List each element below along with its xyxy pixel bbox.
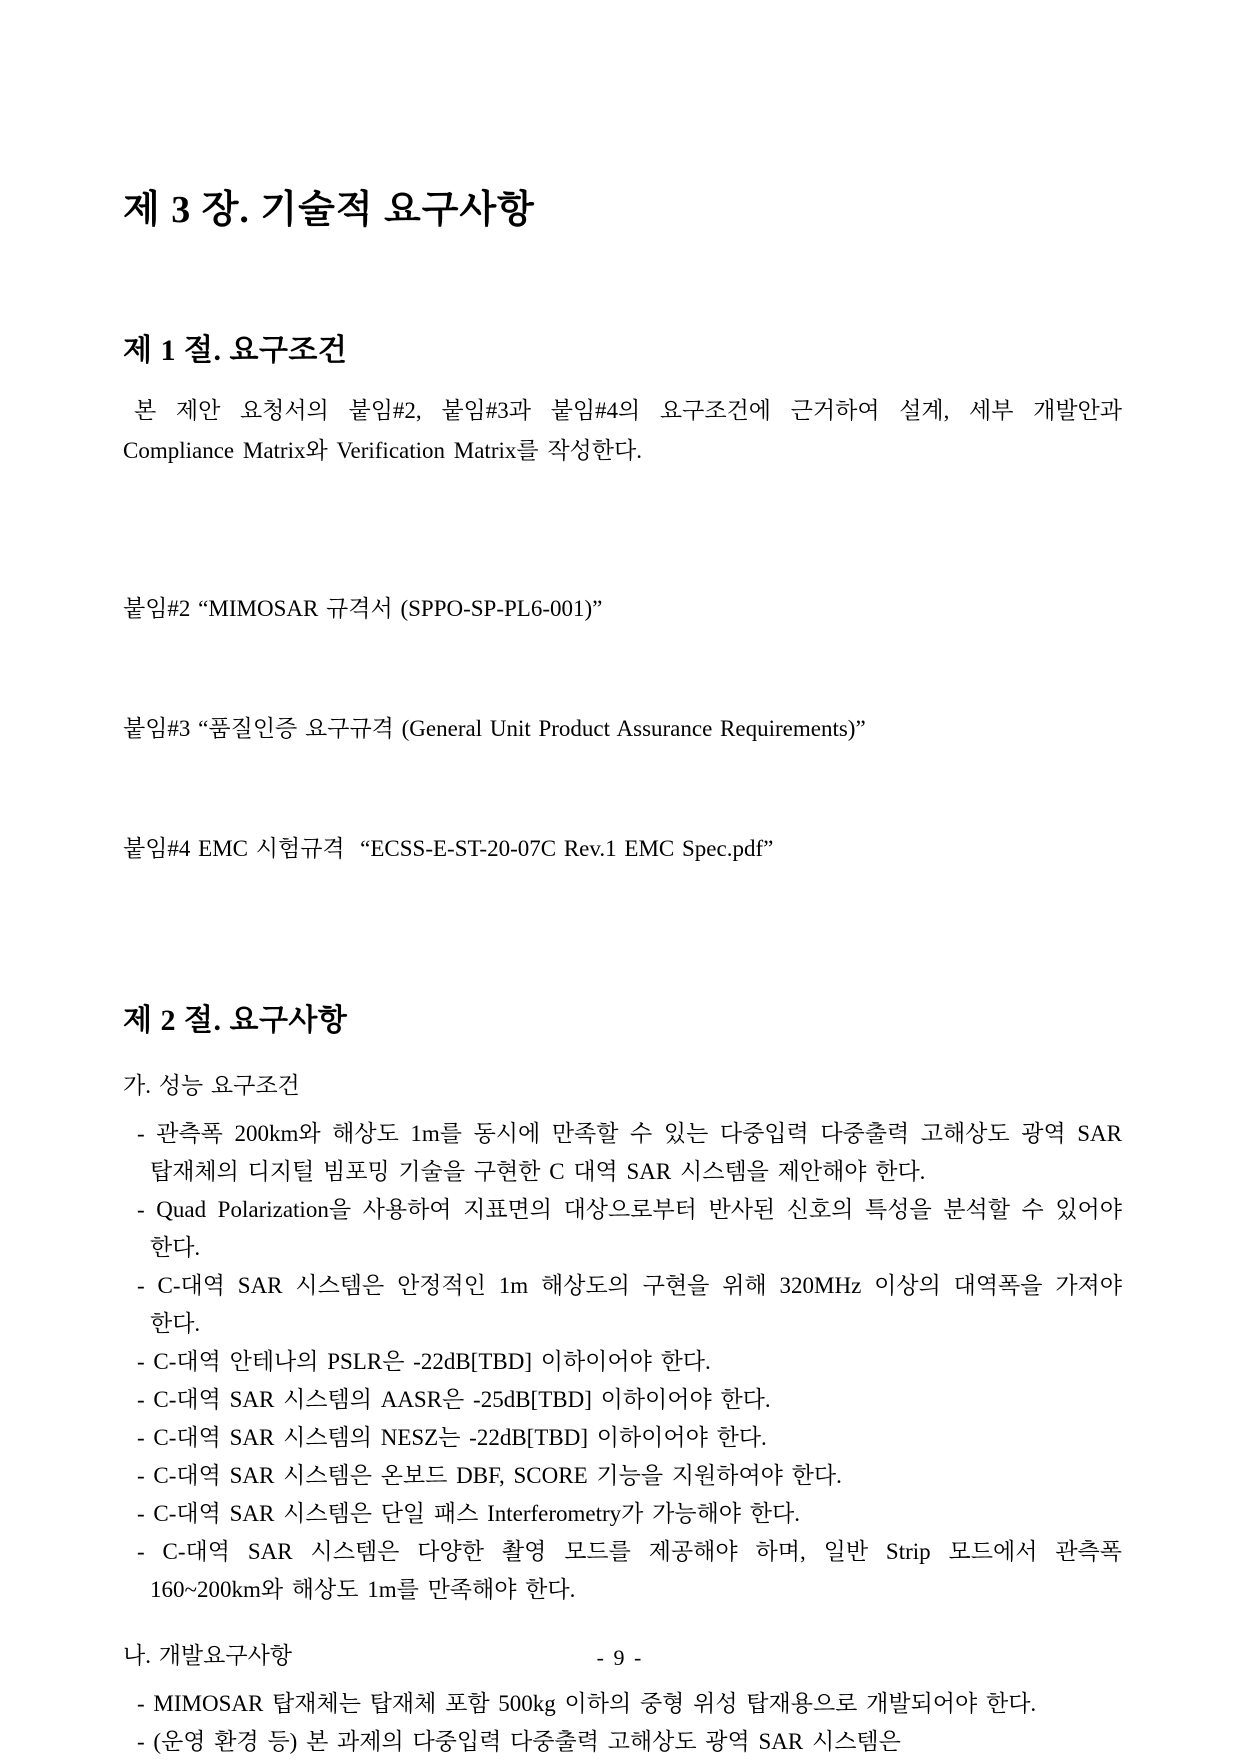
attachment-line-2: 붙임#2 “MIMOSAR 규격서 (SPPO-SP-PL6-001)”: [123, 596, 603, 621]
requirement-item: - C-대역 SAR 시스템의 NESZ는 -22dB[TBD] 이하이어야 한다.: [137, 1425, 767, 1450]
chapter-title: 제 3 장. 기술적 요구사항: [123, 189, 535, 231]
requirement-item: - C-대역 안테나의 PSLR은 -22dB[TBD] 이하이어야 한다.: [137, 1349, 711, 1374]
section-requirements-conditions: [123, 325, 1122, 949]
requirement-item: - C-대역 SAR 시스템은 다양한 촬영 모드를 제공해야 하며, 일반 Strip 모드에서 관측폭 160~200km와 해상도 1m를 만족해야 한다.: [137, 1539, 1122, 1602]
section2-title: 제 2 절. 요구사항: [123, 1004, 348, 1037]
section1-paragraph: 본 제안 요청서의 붙임#2, 붙임#3과 붙임#4의 요구조건에 근거하여 설계, 세부 개발안과 Compliance Matrix와 Verification Matrix를 작성한다.: [123, 398, 1122, 463]
requirement-item: - MIMOSAR 탑재체는 탑재체 포함 500kg 이하의 중형 위성 탑재용으로 개발되어야 한다.: [137, 1691, 1037, 1716]
attachment-line-3: 붙임#3 “품질인증 요구규격 (General Unit Product Assurance Requirements)”: [123, 716, 866, 741]
performance-requirement-list: [137, 1115, 1122, 1609]
requirement-item: - C-대역 SAR 시스템은 단일 패스 Interferometry가 가능해야 한다.: [137, 1501, 800, 1526]
attachment-list: [123, 509, 1122, 949]
requirement-item: - Quad Polarization을 사용하여 지표면의 대상으로부터 반사된 신호의 특성을 분석할 수 있어야 한다.: [137, 1197, 1122, 1260]
requirement-item: - (운영 환경 등) 본 과제의 다중입력 다중출력 고해상도 광역 SAR 시스템은: [137, 1729, 901, 1754]
subsection-performance-requirements: [123, 1067, 1122, 1609]
subsection-a-label: 가. 성능 요구조건: [123, 1073, 300, 1098]
subsection-b-label: 나. 개발요구사항: [123, 1643, 293, 1668]
section1-title: 제 1 절. 요구조건: [123, 334, 348, 367]
requirement-item: - 관측폭 200km와 해상도 1m를 동시에 만족할 수 있는 다중입력 다중출력 고해상도 광역 SAR 탑재체의 디지털 빔포밍 기술을 구현한 C 대역 SAR 시스템을 제안해야 한다.: [137, 1121, 1122, 1184]
requirement-item: - C-대역 SAR 시스템은 온보드 DBF, SCORE 기능을 지원하여야 한다.: [137, 1463, 842, 1488]
development-requirement-list: [137, 1685, 1122, 1761]
page-number: - 9 -: [596, 1645, 644, 1670]
requirement-item: - C-대역 SAR 시스템의 AASR은 -25dB[TBD] 이하이어야 한다.: [137, 1387, 771, 1412]
requirement-item: - C-대역 SAR 시스템은 안정적인 1m 해상도의 구현을 위해 320MHz 이상의 대역폭을 가져야 한다.: [137, 1273, 1122, 1336]
attachment-line-4: 붙임#4 EMC 시험규격 “ECSS-E-ST-20-07C Rev.1 EMC Spec.pdf”: [123, 836, 774, 861]
